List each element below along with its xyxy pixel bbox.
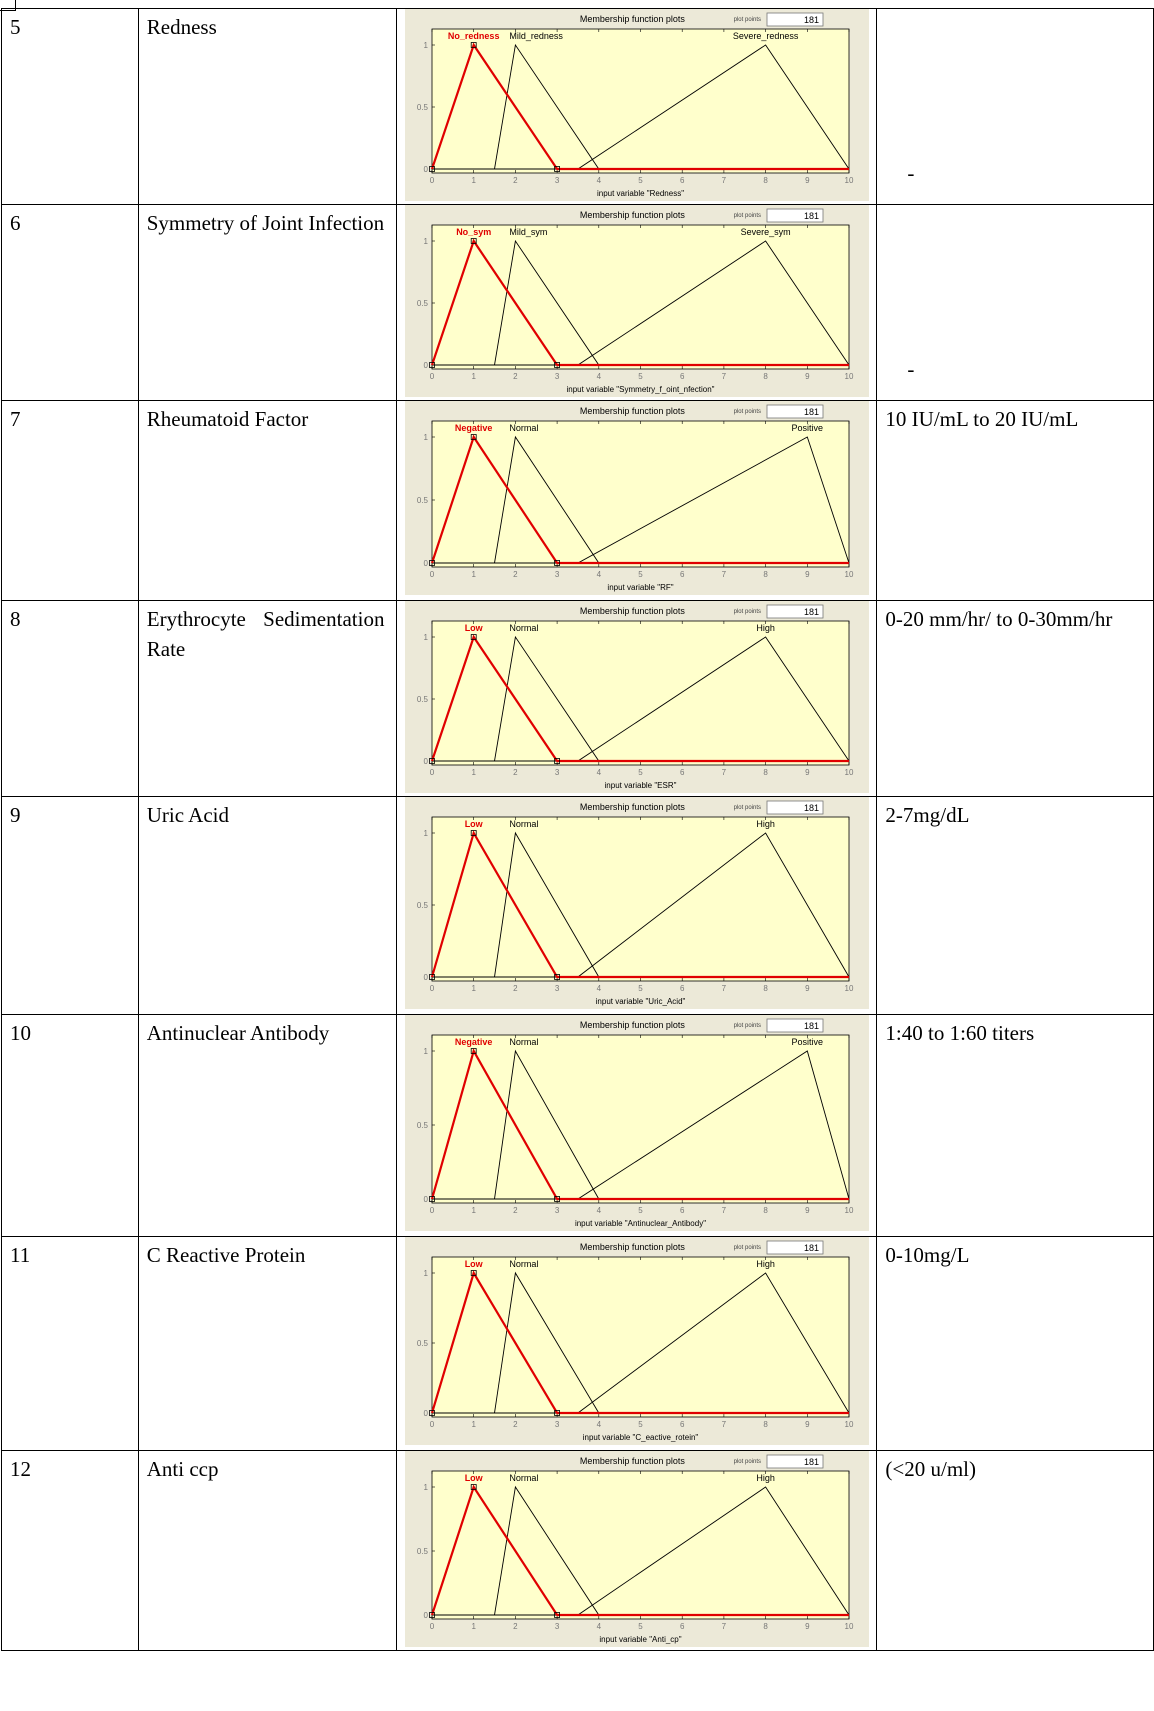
parameter-name: Erythrocyte Sedimentation Rate — [146, 607, 385, 661]
y-tick-label: 0 — [423, 361, 428, 370]
x-tick-label: 4 — [596, 176, 601, 185]
y-tick-label: 1 — [423, 41, 428, 50]
x-tick-label: 1 — [471, 1420, 476, 1429]
x-tick-label: 1 — [471, 176, 476, 185]
plot-area — [432, 421, 849, 567]
row-number: 12 — [10, 1457, 31, 1481]
parameter-name: Symmetry of Joint Infection — [146, 211, 385, 235]
plot-points-label: plot points — [733, 1023, 761, 1029]
plot-points-label: plot points — [733, 17, 761, 23]
x-tick-label: 6 — [679, 984, 685, 993]
plot-points-value: 181 — [803, 1243, 819, 1253]
x-tick-label: 9 — [805, 984, 810, 993]
plot-title: Membership function plots — [579, 1020, 685, 1030]
plot-title: Membership function plots — [579, 210, 685, 220]
plot-points-label: plot points — [733, 609, 761, 615]
plot-points-label: plot points — [733, 1459, 761, 1465]
plot-title: Membership function plots — [579, 802, 685, 812]
plot-points-value: 181 — [803, 607, 819, 617]
membership-plot — [405, 9, 869, 201]
x-tick-label: 4 — [596, 372, 601, 381]
x-tick-label: 8 — [763, 984, 768, 993]
x-tick-label: 7 — [721, 1622, 727, 1631]
x-tick-label: 3 — [554, 570, 560, 579]
x-tick-label: 8 — [763, 1420, 768, 1429]
x-tick-label: 8 — [763, 1206, 768, 1215]
x-tick-label: 9 — [805, 768, 810, 777]
table-row — [2, 601, 1154, 797]
x-tick-label: 10 — [844, 1420, 854, 1429]
membership-plot — [405, 1451, 869, 1647]
plot-area — [432, 817, 849, 981]
x-tick-label: 2 — [513, 768, 518, 777]
x-tick-label: 4 — [596, 768, 601, 777]
y-tick-label: 0 — [423, 559, 428, 568]
membership-function-label: Normal — [509, 623, 539, 633]
plot-points-label: plot points — [733, 409, 761, 415]
x-tick-label: 3 — [554, 984, 560, 993]
table-row — [2, 1451, 1154, 1651]
membership-function-label: Negative — [454, 423, 493, 433]
x-tick-label: 6 — [679, 570, 685, 579]
membership-function-label: No_sym — [456, 227, 492, 237]
x-axis-label: input variable "Anti_cp" — [599, 1635, 682, 1644]
x-tick-label: 9 — [805, 1622, 810, 1631]
plot-points-value: 181 — [803, 211, 819, 221]
x-tick-label: 10 — [844, 984, 854, 993]
row-number: 11 — [10, 1243, 31, 1267]
plot-points-label: plot points — [733, 1245, 761, 1251]
x-tick-label: 5 — [638, 768, 643, 777]
membership-function-label: Low — [464, 1259, 483, 1269]
plot-area — [432, 1471, 849, 1619]
membership-function-label: Low — [464, 623, 483, 633]
x-tick-label: 1 — [471, 372, 476, 381]
plot-area — [432, 1035, 849, 1203]
y-tick-label: 0 — [423, 1195, 428, 1204]
plot-points-value: 181 — [803, 1457, 819, 1467]
y-tick-label: 0.5 — [416, 103, 428, 112]
membership-function-label: Mild_redness — [509, 31, 563, 41]
plot-points-value: 181 — [803, 1021, 819, 1031]
row-number: 7 — [10, 407, 21, 431]
x-tick-label: 3 — [554, 1206, 560, 1215]
membership-function-label: Positive — [791, 423, 823, 433]
plot-points-value: 181 — [803, 15, 819, 25]
x-tick-label: 0 — [429, 984, 435, 993]
plot-area — [432, 1257, 849, 1417]
membership-function-label: Normal — [509, 1259, 539, 1269]
parameter-name: Anti ccp — [146, 1457, 219, 1481]
membership-function-label: High — [756, 819, 775, 829]
y-tick-label: 1 — [423, 433, 428, 442]
x-tick-label: 4 — [596, 984, 601, 993]
x-tick-label: 9 — [805, 1206, 810, 1215]
y-tick-label: 0.5 — [416, 299, 428, 308]
membership-function-label: Severe_redness — [732, 31, 799, 41]
x-tick-label: 3 — [554, 176, 560, 185]
y-tick-label: 0.5 — [416, 1121, 428, 1130]
row-number: 8 — [10, 607, 21, 631]
plot-title: Membership function plots — [579, 406, 685, 416]
row-number: 6 — [10, 211, 21, 235]
x-tick-label: 3 — [554, 768, 560, 777]
x-tick-label: 10 — [844, 372, 854, 381]
parameter-table — [1, 8, 1154, 1651]
plot-title: Membership function plots — [579, 606, 685, 616]
table-row — [2, 1237, 1154, 1451]
x-tick-label: 0 — [429, 1622, 435, 1631]
x-tick-label: 8 — [763, 570, 768, 579]
y-tick-label: 0 — [423, 757, 428, 766]
x-tick-label: 6 — [679, 1206, 685, 1215]
x-tick-label: 7 — [721, 1420, 727, 1429]
y-tick-label: 1 — [423, 633, 428, 642]
x-tick-label: 5 — [638, 570, 643, 579]
normal-range: - — [907, 357, 915, 381]
plot-points-value: 181 — [803, 803, 819, 813]
membership-function-label: Normal — [509, 423, 539, 433]
parameter-name: C Reactive Protein — [146, 1243, 306, 1267]
membership-plot — [405, 601, 869, 793]
membership-plot — [405, 401, 869, 595]
membership-function-label: High — [756, 623, 775, 633]
x-tick-label: 2 — [513, 984, 518, 993]
x-tick-label: 7 — [721, 768, 727, 777]
x-tick-label: 7 — [721, 984, 727, 993]
x-tick-label: 6 — [679, 768, 685, 777]
normal-range: - — [907, 161, 915, 185]
x-tick-label: 5 — [638, 176, 643, 185]
x-tick-label: 0 — [429, 1420, 435, 1429]
x-tick-label: 10 — [844, 1622, 854, 1631]
x-tick-label: 6 — [679, 372, 685, 381]
x-tick-label: 3 — [554, 372, 560, 381]
x-tick-label: 8 — [763, 372, 768, 381]
parameter-name: Antinuclear Antibody — [146, 1021, 330, 1045]
x-tick-label: 3 — [554, 1622, 560, 1631]
membership-plot — [405, 1015, 869, 1231]
membership-function-label: Normal — [509, 1037, 539, 1047]
x-tick-label: 5 — [638, 1206, 643, 1215]
x-axis-label: input variable "Uric_Acid" — [595, 997, 686, 1006]
x-axis-label: input variable "RF" — [607, 583, 674, 592]
table-row — [2, 205, 1154, 401]
parameter-name: Redness — [146, 15, 217, 39]
row-number: 9 — [10, 803, 21, 827]
x-tick-label: 6 — [679, 176, 685, 185]
membership-function-label: Low — [464, 819, 483, 829]
plot-title: Membership function plots — [579, 1456, 685, 1466]
x-tick-label: 5 — [638, 1622, 643, 1631]
normal-range: 0-10mg/L — [885, 1243, 970, 1267]
table-row — [2, 9, 1154, 205]
plot-points-value: 181 — [803, 407, 819, 417]
x-tick-label: 10 — [844, 570, 854, 579]
membership-plot — [405, 797, 869, 1009]
membership-plot — [405, 1237, 869, 1445]
y-tick-label: 0.5 — [416, 1339, 428, 1348]
parameter-name: Uric Acid — [146, 803, 229, 827]
membership-function-label: Severe_sym — [740, 227, 791, 237]
membership-function-label: Mild_sym — [509, 227, 548, 237]
x-tick-label: 8 — [763, 1622, 768, 1631]
x-tick-label: 6 — [679, 1420, 685, 1429]
membership-function-label: Normal — [509, 1473, 539, 1483]
x-tick-label: 6 — [679, 1622, 685, 1631]
x-tick-label: 2 — [513, 1206, 518, 1215]
x-axis-label: input variable "ESR" — [604, 781, 677, 790]
plot-area — [432, 621, 849, 765]
membership-function-label: Low — [464, 1473, 483, 1483]
parameter-name: Rheumatoid Factor — [146, 407, 309, 431]
x-tick-label: 4 — [596, 570, 601, 579]
x-tick-label: 7 — [721, 372, 727, 381]
x-tick-label: 7 — [721, 176, 727, 185]
x-tick-label: 1 — [471, 984, 476, 993]
plot-points-label: plot points — [733, 805, 761, 811]
y-tick-label: 1 — [423, 1269, 428, 1278]
x-tick-label: 2 — [513, 1420, 518, 1429]
x-tick-label: 0 — [429, 176, 435, 185]
x-tick-label: 2 — [513, 372, 518, 381]
membership-plot — [405, 205, 869, 397]
y-tick-label: 0 — [423, 1611, 428, 1620]
x-tick-label: 2 — [513, 1622, 518, 1631]
membership-function-label: High — [756, 1473, 775, 1483]
normal-range: 1:40 to 1:60 titers — [885, 1021, 1035, 1045]
x-tick-label: 4 — [596, 1622, 601, 1631]
x-tick-label: 3 — [554, 1420, 560, 1429]
x-tick-label: 2 — [513, 570, 518, 579]
y-tick-label: 0.5 — [416, 1547, 428, 1556]
row-number: 10 — [10, 1021, 31, 1045]
table-row — [2, 1015, 1154, 1237]
y-tick-label: 0.5 — [416, 695, 428, 704]
normal-range: (<20 u/ml) — [885, 1457, 977, 1481]
plot-area — [432, 225, 849, 369]
membership-function-label: High — [756, 1259, 775, 1269]
y-tick-label: 1 — [423, 829, 428, 838]
x-tick-label: 1 — [471, 1622, 476, 1631]
x-tick-label: 4 — [596, 1206, 601, 1215]
x-tick-label: 1 — [471, 570, 476, 579]
plot-area — [432, 29, 849, 173]
y-tick-label: 1 — [423, 1047, 428, 1056]
x-tick-label: 8 — [763, 176, 768, 185]
x-tick-label: 9 — [805, 570, 810, 579]
x-tick-label: 1 — [471, 768, 476, 777]
x-tick-label: 0 — [429, 372, 435, 381]
x-tick-label: 5 — [638, 984, 643, 993]
y-tick-label: 0 — [423, 165, 428, 174]
table-row — [2, 401, 1154, 601]
plot-title: Membership function plots — [579, 1242, 685, 1252]
membership-function-label: No_redness — [447, 31, 500, 41]
y-tick-label: 0.5 — [416, 496, 428, 505]
normal-range: 10 IU/mL to 20 IU/mL — [885, 407, 1079, 431]
x-tick-label: 9 — [805, 1420, 810, 1429]
x-tick-label: 4 — [596, 1420, 601, 1429]
row-number: 5 — [10, 15, 21, 39]
y-tick-label: 1 — [423, 237, 428, 246]
y-tick-label: 1 — [423, 1483, 428, 1492]
x-tick-label: 8 — [763, 768, 768, 777]
normal-range: 2-7mg/dL — [885, 803, 970, 827]
membership-function-label: Negative — [454, 1037, 493, 1047]
x-axis-label: input variable "Antinuclear_Antibody" — [574, 1219, 706, 1228]
x-tick-label: 1 — [471, 1206, 476, 1215]
x-tick-label: 5 — [638, 372, 643, 381]
x-tick-label: 0 — [429, 768, 435, 777]
x-axis-label: input variable "Redness" — [596, 189, 684, 198]
y-tick-label: 0 — [423, 1409, 428, 1418]
x-axis-label: input variable "Symmetry_f_oint_nfection" — [566, 385, 715, 394]
x-tick-label: 7 — [721, 570, 727, 579]
y-tick-label: 0 — [423, 973, 428, 982]
plot-points-label: plot points — [733, 213, 761, 219]
x-axis-label: input variable "C_eactive_rotein" — [582, 1433, 699, 1442]
x-tick-label: 10 — [844, 1206, 854, 1215]
x-tick-label: 7 — [721, 1206, 727, 1215]
x-tick-label: 0 — [429, 1206, 435, 1215]
table-row — [2, 797, 1154, 1015]
membership-function-label: Positive — [791, 1037, 823, 1047]
x-tick-label: 9 — [805, 372, 810, 381]
x-tick-label: 10 — [844, 768, 854, 777]
x-tick-label: 2 — [513, 176, 518, 185]
y-tick-label: 0.5 — [416, 901, 428, 910]
x-tick-label: 10 — [844, 176, 854, 185]
normal-range: 0-20 mm/hr/ to 0-30mm/hr — [885, 607, 1113, 631]
x-tick-label: 5 — [638, 1420, 643, 1429]
plot-title: Membership function plots — [579, 14, 685, 24]
x-tick-label: 9 — [805, 176, 810, 185]
x-tick-label: 0 — [429, 570, 435, 579]
membership-function-label: Normal — [509, 819, 539, 829]
